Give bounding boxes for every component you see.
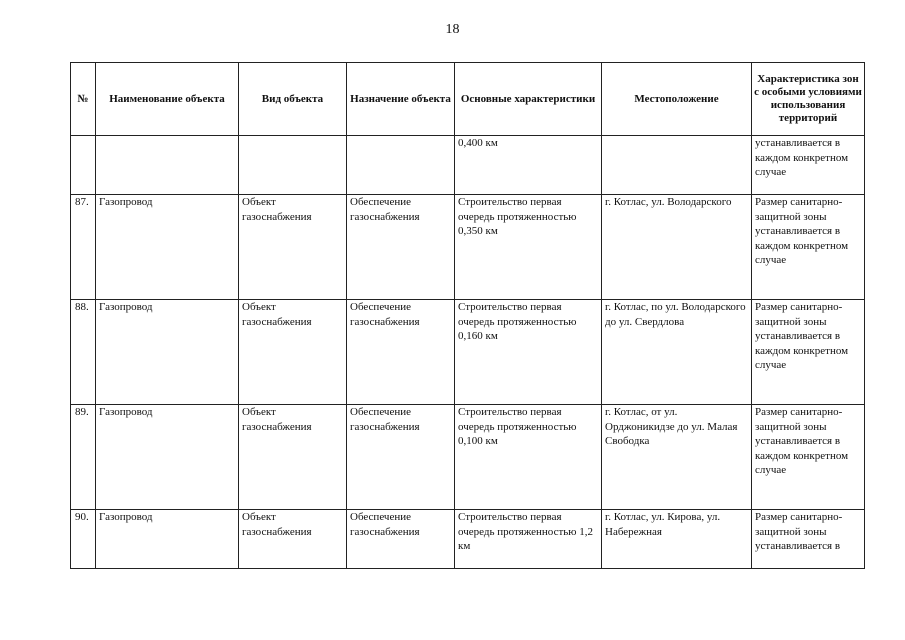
cell-kind: Объект газоснабжения (239, 195, 347, 300)
cell-location (602, 136, 752, 195)
cell-num: 90. (71, 510, 96, 569)
table-row (71, 300, 865, 405)
cell-purpose: Обеспечение газоснабжения (347, 510, 455, 569)
objects-table (70, 62, 865, 569)
cell-characteristics: 0,400 км (455, 136, 602, 195)
cell-location: г. Котлас, по ул. Володарского до ул. Свердлова (602, 300, 752, 405)
cell-purpose (347, 136, 455, 195)
cell-kind: Объект газоснабжения (239, 300, 347, 405)
cell-characteristics: Строительство первая очередь протяженностью 0,100 км (455, 405, 602, 510)
page-number: 18 (445, 22, 460, 37)
header-zones: Характеристика зон с особыми условиями использования территорий (752, 63, 865, 136)
header-name: Наименование объекта (96, 63, 239, 136)
cell-kind: Объект газоснабжения (239, 510, 347, 569)
cell-name (96, 136, 239, 195)
cell-characteristics: Строительство первая очередь протяженностью 0,160 км (455, 300, 602, 405)
cell-kind: Объект газоснабжения (239, 405, 347, 510)
cell-num: 87. (71, 195, 96, 300)
cell-characteristics: Строительство первая очередь протяженностью 1,2 км (455, 510, 602, 569)
cell-kind (239, 136, 347, 195)
header-location: Местоположение (602, 63, 752, 136)
table-header-row (71, 63, 865, 136)
cell-num (71, 136, 96, 195)
header-num: № (71, 63, 96, 136)
cell-name: Газопровод (96, 195, 239, 300)
header-characteristics: Основные характеристики (455, 63, 602, 136)
table-row-continuation (71, 136, 865, 195)
cell-zones: Размер санитарно-защитной зоны устанавливается в (752, 510, 865, 569)
cell-name: Газопровод (96, 510, 239, 569)
cell-num: 88. (71, 300, 96, 405)
cell-zones: Размер санитарно-защитной зоны устанавливается в каждом конкретном случае (752, 405, 865, 510)
header-kind: Вид объекта (239, 63, 347, 136)
cell-name: Газопровод (96, 300, 239, 405)
cell-zones: Размер санитарно-защитной зоны устанавливается в каждом конкретном случае (752, 195, 865, 300)
cell-purpose: Обеспечение газоснабжения (347, 300, 455, 405)
cell-location: г. Котлас, ул. Володарского (602, 195, 752, 300)
table-row (71, 405, 865, 510)
table-row (71, 510, 865, 569)
cell-zones: Размер санитарно-защитной зоны устанавливается в каждом конкретном случае (752, 300, 865, 405)
cell-location: г. Котлас, ул. Кирова, ул. Набережная (602, 510, 752, 569)
cell-name: Газопровод (96, 405, 239, 510)
cell-purpose: Обеспечение газоснабжения (347, 195, 455, 300)
table-row (71, 195, 865, 300)
header-purpose: Назначение объекта (347, 63, 455, 136)
cell-location: г. Котлас, от ул. Орджоникидзе до ул. Малая Свободка (602, 405, 752, 510)
cell-characteristics: Строительство первая очередь протяженностью 0,350 км (455, 195, 602, 300)
cell-num: 89. (71, 405, 96, 510)
cell-zones: устанавливается в каждом конкретном случае (752, 136, 865, 195)
cell-purpose: Обеспечение газоснабжения (347, 405, 455, 510)
